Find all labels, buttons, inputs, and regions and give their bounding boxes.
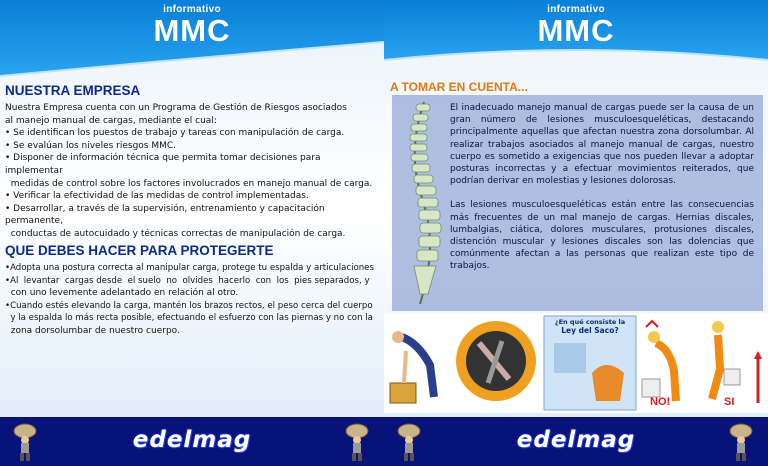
footer-bar bbox=[0, 417, 384, 466]
text-line: •Al levantar cargas desde el suelo no olvides hacerlo con los pies separados, y bbox=[5, 275, 370, 286]
info-paragraph: El inadecuado manejo manual de cargas puede ser la causa de un gran número de lesiones musculoesqueléticas, destacando principalmente aquellas que afectan nuestra zona dorsolumbar. Al realizar trabajos asociados al manejo manual de cargas, nuestro cuerpo es sometido a exigencias que nos pueden llevar a adoptar posturas incorrectas y a efectuar movimientos reiterados, que podrían derivar en molestias y lesiones dolorosas. bbox=[450, 103, 754, 187]
text-line: al manejo manual de cargas, mediante el cual: bbox=[5, 115, 217, 126]
text-line: •Adopta una postura correcta al manipular carga, protege tu espalda y articulaciones bbox=[5, 263, 374, 273]
section-title-nuestra-empresa: NUESTRA EMPRESA bbox=[5, 83, 141, 98]
text-line: zona dorsolumbar de nuestro cuerpo. bbox=[5, 325, 180, 336]
edelmag-logo: edelmag bbox=[132, 427, 252, 453]
text-line: con uno levemente adelantado en relación al otro. bbox=[5, 288, 239, 299]
worker-carrying-sack-icon bbox=[342, 422, 372, 462]
section-body-que-debes-hacer bbox=[5, 262, 381, 338]
si-label: SI bbox=[724, 396, 735, 408]
brand-title: MMC bbox=[537, 13, 615, 48]
text-line: y la espalda lo más recta posible, efectuando el esfuerzo con las piernas y no con la bbox=[5, 313, 373, 324]
text-line: • Disponer de información técnica que permita tomar decisiones para implementar bbox=[5, 153, 321, 176]
info-text bbox=[450, 102, 754, 285]
worker-carrying-sack-icon bbox=[726, 422, 756, 462]
ley-del-saco-title bbox=[548, 318, 632, 335]
brand-subtitle: informativo bbox=[163, 4, 221, 15]
footer-bar bbox=[384, 417, 768, 466]
sign-title-line1: ¿En qué consiste la bbox=[554, 318, 626, 326]
text-line: Nuestra Empresa cuenta con un Programa de Gestión de Riesgos asociados bbox=[5, 103, 347, 113]
section-title-a-tomar-en-cuenta: A TOMAR EN CUENTA... bbox=[390, 80, 528, 94]
text-line: •Cuando estés elevando la carga, mantén los brazos rectos, el peso cerca del cuerpo bbox=[5, 300, 373, 311]
edelmag-logo: edelmag bbox=[516, 427, 636, 453]
text-line: • Desarrollar, a través de la supervisión, entrenamiento y capacitación permanente, bbox=[5, 203, 325, 227]
section-title-que-debes-hacer: QUE DEBES HACER PARA PROTEGERTE bbox=[5, 243, 274, 258]
section-body-nuestra-empresa bbox=[5, 102, 381, 241]
text-line: • Se evalúan los niveles riesgos MMC. bbox=[5, 140, 177, 151]
text-line: • Verificar la efectividad de las medidas de control implementadas. bbox=[5, 191, 309, 202]
text-line: • Se identifican los puestos de trabajo y tareas con manipulación de carga. bbox=[5, 128, 345, 139]
text-line: medidas de control sobre los factores involucrados en manejo manual de carga. bbox=[5, 178, 373, 189]
brand-title: MMC bbox=[153, 13, 231, 48]
sign-title-line2: Ley del Saco? bbox=[561, 326, 619, 335]
brand-subtitle: informativo bbox=[547, 4, 605, 15]
text-line: conductas de autocuidado y técnicas correctas de manipulación de carga. bbox=[5, 228, 346, 239]
info-paragraph: Las lesiones musculoesqueléticas están entre las consecuencias más frecuentes de un mal manejo de cargas. Hernias discales, lumbalgias, ciática, dolores musculares, protusiones discales, distención muscular y lesiones discales son las dolencias que comúnmente afectan a las personas que realizan este tipo de trabajos. bbox=[450, 200, 754, 272]
spine-illustration bbox=[394, 98, 450, 310]
no-label: NO! bbox=[650, 396, 671, 408]
right-panel bbox=[384, 0, 768, 466]
